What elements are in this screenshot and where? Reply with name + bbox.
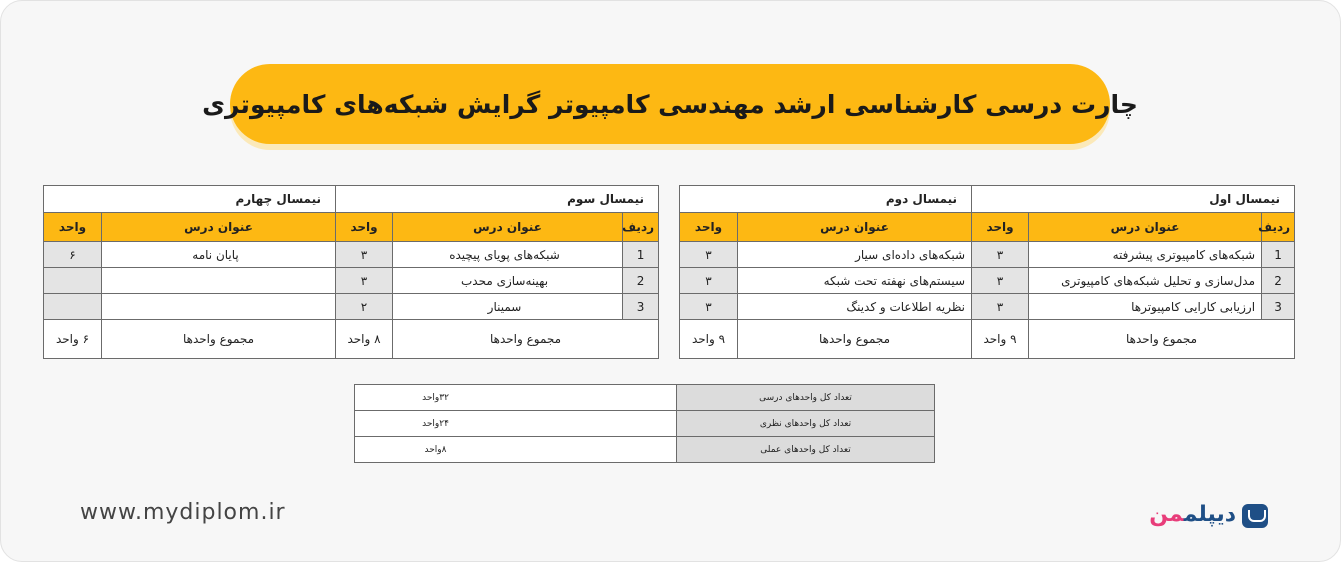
row-header: ردیف bbox=[623, 213, 659, 242]
sum-value: ۸ واحد bbox=[336, 320, 393, 359]
sum-label: مجموع واحدها bbox=[1029, 320, 1295, 359]
unit-value: ۶ bbox=[44, 242, 102, 268]
summary-label: تعداد کل واحدهای نظری bbox=[677, 411, 935, 437]
row-number: 2 bbox=[623, 268, 659, 294]
unit-header: واحد bbox=[44, 213, 102, 242]
unit-value: ۳ bbox=[680, 268, 738, 294]
course-header: عنوان درس bbox=[738, 213, 972, 242]
table-semesters-1-2 bbox=[679, 185, 1295, 359]
sum-value: ۶ واحد bbox=[44, 320, 102, 359]
table-row bbox=[355, 411, 935, 437]
semester-1-header: نیمسال اول bbox=[972, 186, 1295, 213]
course-name: نظریه اطلاعات و کدینگ bbox=[738, 294, 972, 320]
sum-label: مجموع واحدها bbox=[738, 320, 972, 359]
sum-value: ۹ واحد bbox=[972, 320, 1029, 359]
course-name: بهینه‌سازی محدب bbox=[393, 268, 623, 294]
brand-logo bbox=[1132, 500, 1272, 534]
table-row bbox=[680, 242, 1295, 268]
row-number: 2 bbox=[1262, 268, 1295, 294]
unit-value bbox=[44, 294, 102, 320]
book-icon bbox=[1242, 504, 1268, 528]
course-header: عنوان درس bbox=[393, 213, 623, 242]
sum-label: مجموع واحدها bbox=[102, 320, 336, 359]
row-number: 3 bbox=[1262, 294, 1295, 320]
unit-header: واحد bbox=[972, 213, 1029, 242]
unit-value: ۳ bbox=[972, 242, 1029, 268]
course-header: عنوان درس bbox=[1029, 213, 1262, 242]
row-number: 1 bbox=[623, 242, 659, 268]
unit-value bbox=[44, 268, 102, 294]
course-name bbox=[102, 268, 336, 294]
summary-label: تعداد کل واحدهای عملی bbox=[677, 437, 935, 463]
unit-value: ۳ bbox=[336, 268, 393, 294]
row-header: ردیف bbox=[1262, 213, 1295, 242]
unit-header: واحد bbox=[336, 213, 393, 242]
page-title: چارت درسی کارشناسی ارشد مهندسی کامپیوتر گرایش شبکه‌های کامپیوتری bbox=[202, 89, 1138, 119]
course-name: پایان نامه bbox=[102, 242, 336, 268]
row-number: 3 bbox=[623, 294, 659, 320]
semester-4-header: نیمسال چهارم bbox=[44, 186, 336, 213]
course-name: ارزیابی کارایی کامپیوترها bbox=[1029, 294, 1262, 320]
table-row bbox=[680, 268, 1295, 294]
table-row bbox=[44, 294, 659, 320]
brand-name-part2: من bbox=[1149, 502, 1184, 527]
unit-value: ۳ bbox=[972, 294, 1029, 320]
course-name bbox=[102, 294, 336, 320]
brand-name-part1: دیپلم bbox=[1183, 502, 1236, 527]
course-name: شبکه‌های کامپیوتری پیشرفته bbox=[1029, 242, 1262, 268]
course-name: سمینار bbox=[393, 294, 623, 320]
semester-2-header: نیمسال دوم bbox=[680, 186, 972, 213]
unit-header: واحد bbox=[680, 213, 738, 242]
row-number: 1 bbox=[1262, 242, 1295, 268]
table-semesters-3-4 bbox=[43, 185, 659, 359]
brand-name bbox=[1149, 502, 1236, 527]
summary-label: تعداد کل واحدهای درسی bbox=[677, 385, 935, 411]
summary-value: ۳۲واحد bbox=[355, 385, 677, 411]
website-link[interactable]: www.mydiplom.ir bbox=[80, 500, 286, 525]
table-row bbox=[44, 268, 659, 294]
unit-value: ۲ bbox=[336, 294, 393, 320]
course-name: شبکه‌های داده‌ای سیار bbox=[738, 242, 972, 268]
sum-value: ۹ واحد bbox=[680, 320, 738, 359]
summary-value: ۸واحد bbox=[355, 437, 677, 463]
course-name: شبکه‌های پویای پیچیده bbox=[393, 242, 623, 268]
table-row bbox=[680, 294, 1295, 320]
sum-row bbox=[680, 320, 1295, 359]
unit-value: ۳ bbox=[972, 268, 1029, 294]
table-row bbox=[355, 385, 935, 411]
unit-value: ۳ bbox=[336, 242, 393, 268]
unit-value: ۳ bbox=[680, 294, 738, 320]
units-summary-table bbox=[354, 384, 935, 463]
unit-value: ۳ bbox=[680, 242, 738, 268]
course-name: مدل‌سازی و تحلیل شبکه‌های کامپیوتری bbox=[1029, 268, 1262, 294]
table-row bbox=[355, 437, 935, 463]
title-banner bbox=[202, 64, 1138, 144]
course-header: عنوان درس bbox=[102, 213, 336, 242]
sum-row bbox=[44, 320, 659, 359]
course-name: سیستم‌های نهفته تحت شبکه bbox=[738, 268, 972, 294]
table-row bbox=[44, 242, 659, 268]
semester-3-header: نیمسال سوم bbox=[336, 186, 659, 213]
summary-value: ۲۴واحد bbox=[355, 411, 677, 437]
sum-label: مجموع واحدها bbox=[393, 320, 659, 359]
